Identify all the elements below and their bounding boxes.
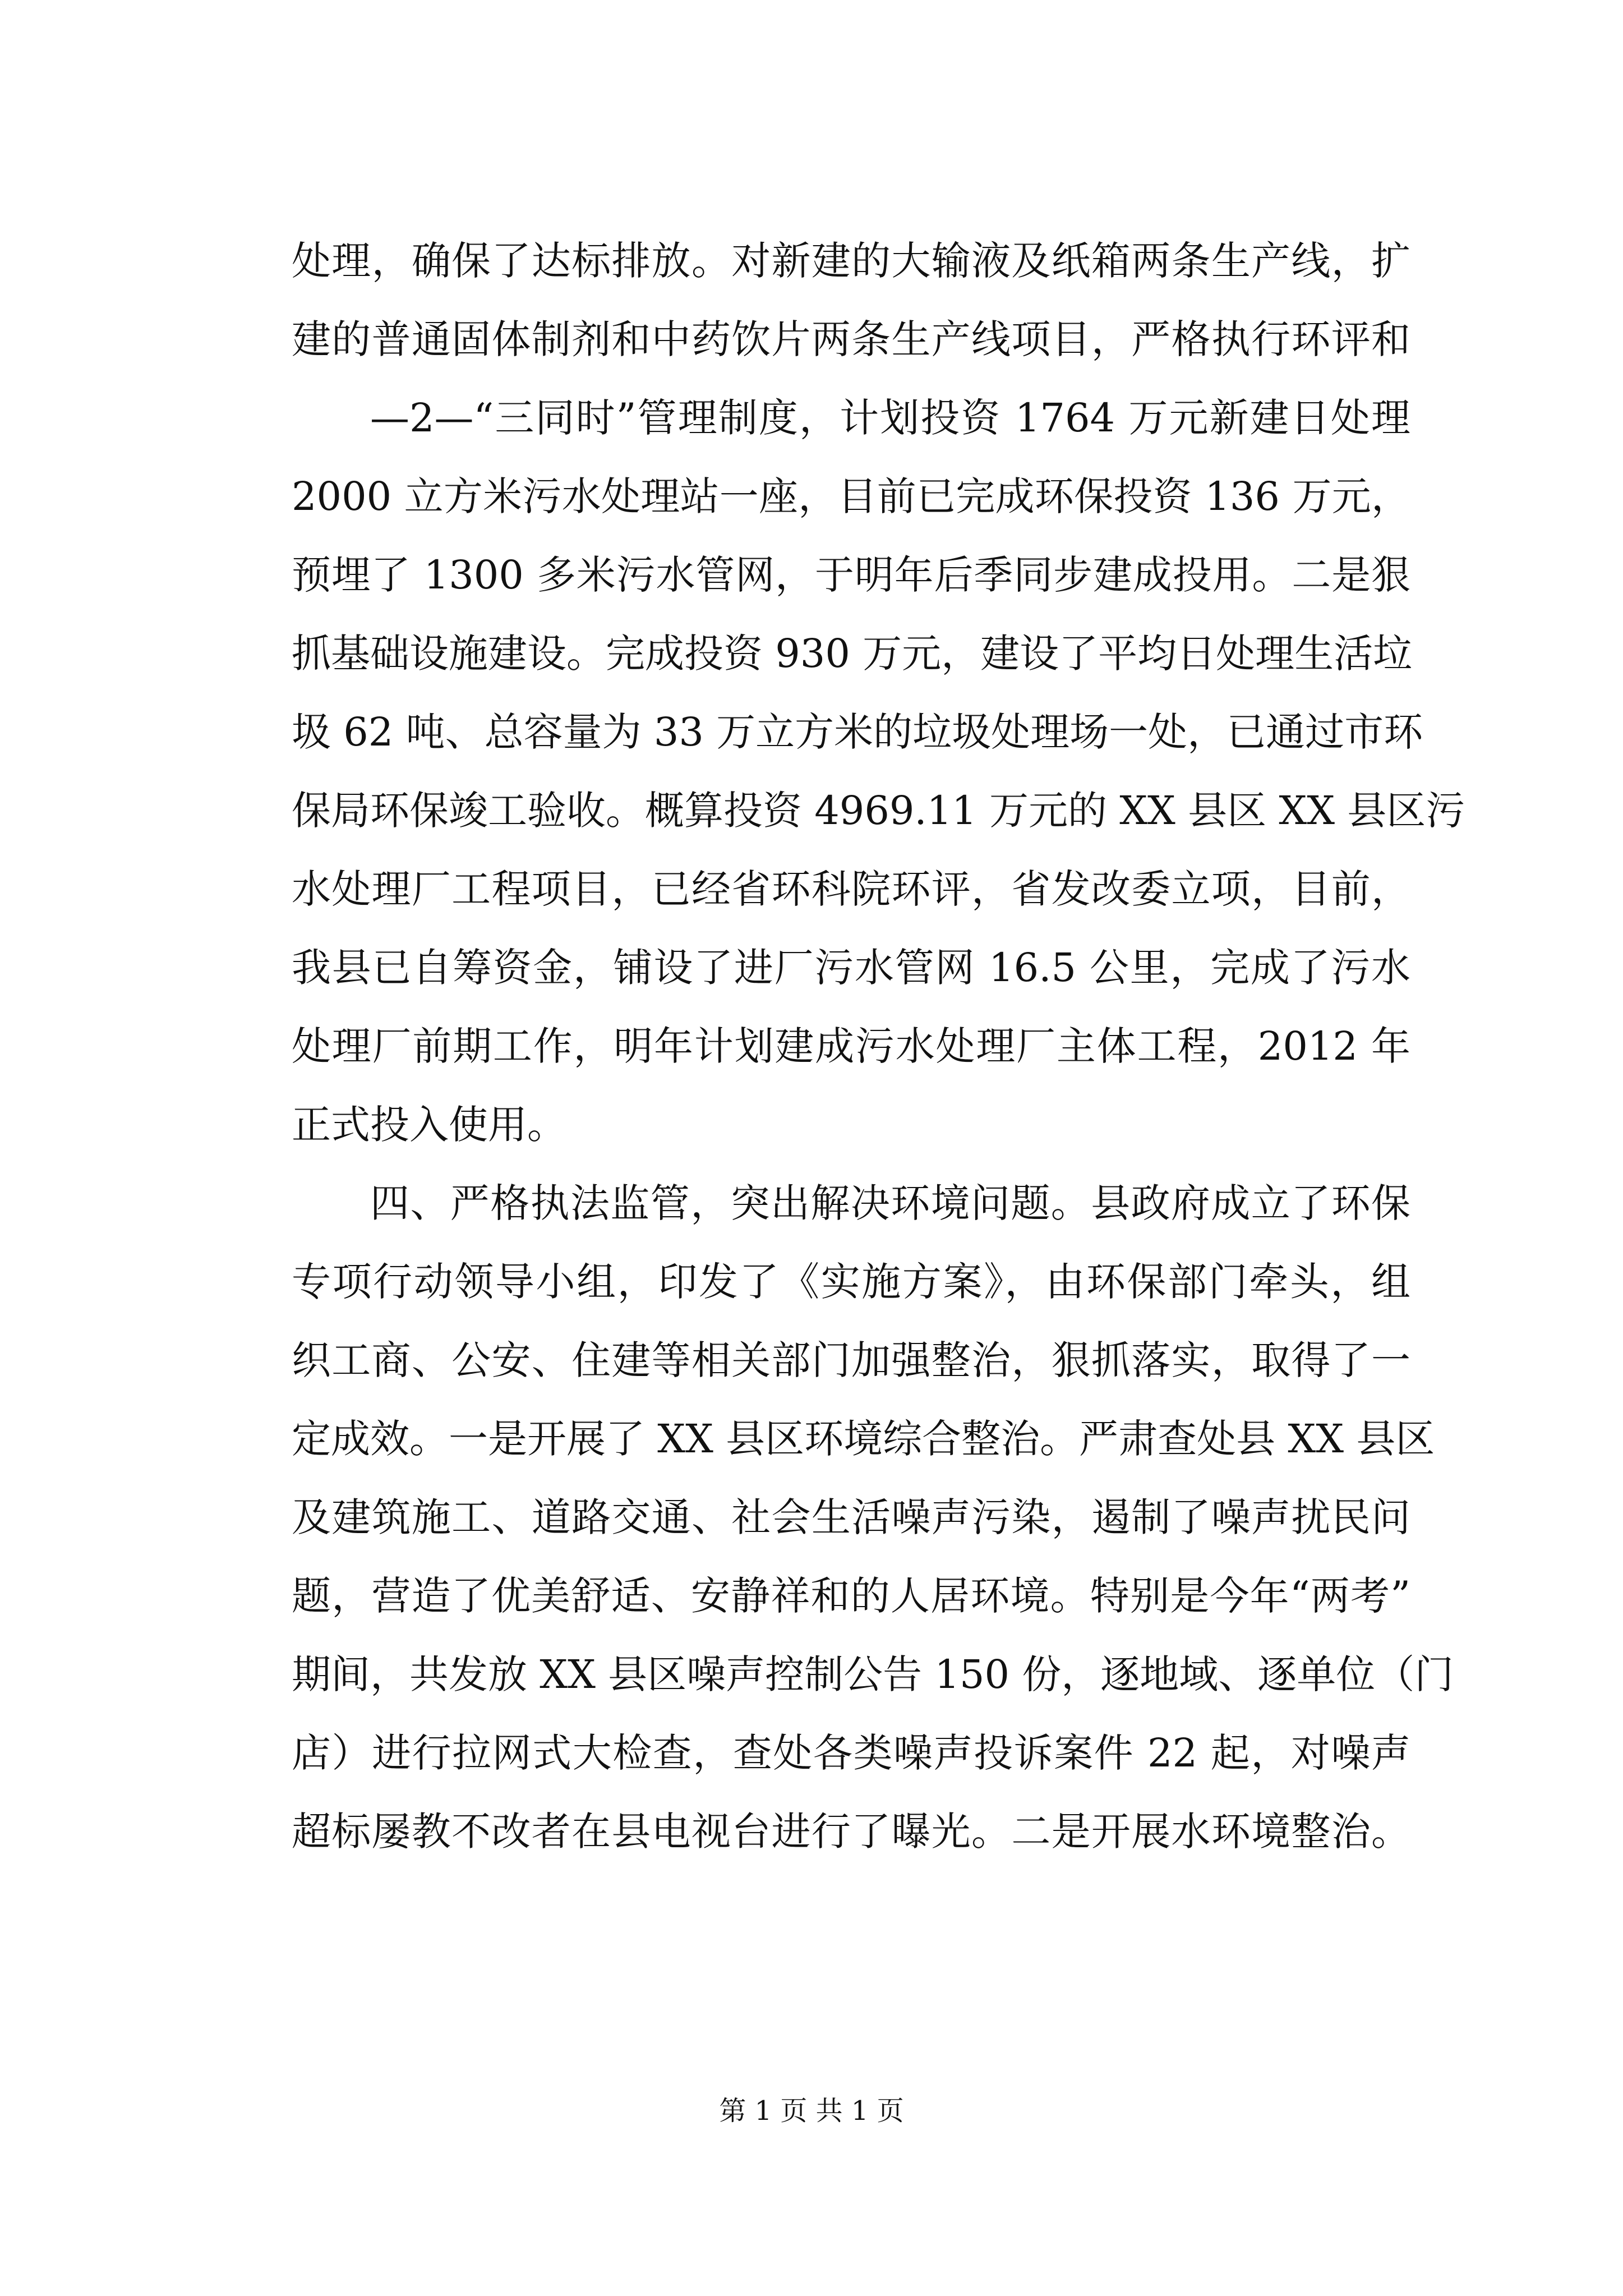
text-line: 专项行动领导小组，印发了《实施方案》，由环保部门牵头，组	[292, 1259, 1410, 1305]
text-line: 我县已自筹资金，铺设了进厂污水管网 16.5 公里，完成了污水	[292, 945, 1410, 991]
text-line: 定成效。一是开展了 XX 县区环境综合整治。严肃查处县 XX 县区	[292, 1416, 1435, 1462]
text-line: 处理，确保了达标排放。对新建的大输液及纸箱两条生产线，扩	[292, 238, 1410, 284]
text-line: 题，营造了优美舒适、安静祥和的人居环境。特别是今年“两考”	[292, 1573, 1410, 1619]
text-line: 预埋了 1300 多米污水管网，于明年后季同步建成投用。二是狠	[292, 552, 1410, 598]
body-text	[292, 222, 1465, 1871]
text-line: 正式投入使用。	[292, 1102, 566, 1148]
text-line: 保局环保竣工验收。概算投资 4969.11 万元的 XX 县区 XX 县区污	[292, 788, 1465, 834]
text-line: 处理厂前期工作，明年计划建成污水处理厂主体工程，2012 年	[292, 1023, 1410, 1069]
text-line: 水处理厂工程项目，已经省环科院环评，省发改委立项，目前，	[292, 866, 1410, 912]
text-line: 2000 立方米污水处理站一座，目前已完成环保投资 136 万元，	[292, 473, 1410, 519]
text-line: 建的普通固体制剂和中药饮片两条生产线项目，严格执行环评和	[292, 316, 1410, 362]
page-footer: 第 1 页 共 1 页	[719, 2095, 904, 2127]
text-line: —2—“三同时”管理制度，计划投资 1764 万元新建日处理	[370, 395, 1410, 441]
paragraph-heading: 四、严格执法监管，突出解决环境问题。县政府成立了环保	[370, 1180, 1410, 1226]
text-line: 织工商、公安、住建等相关部门加强整治，狠抓落实，取得了一	[292, 1337, 1410, 1383]
text-line: 抓基础设施建设。完成投资 930 万元，建设了平均日处理生活垃	[292, 631, 1413, 677]
text-line: 超标屡教不改者在县电视台进行了曝光。二是开展水环境整治。	[292, 1809, 1410, 1855]
text-line: 及建筑施工、道路交通、社会生活噪声污染，遏制了噪声扰民问	[292, 1494, 1410, 1540]
text-line: 店）进行拉网式大检查，查处各类噪声投诉案件 22 起，对噪声	[292, 1730, 1410, 1776]
text-line: 圾 62 吨、总容量为 33 万立方米的垃圾处理场一处，已通过市环	[292, 709, 1423, 755]
text-line: 期间，共发放 XX 县区噪声控制公告 150 份，逐地域、逐单位（门	[292, 1651, 1454, 1697]
